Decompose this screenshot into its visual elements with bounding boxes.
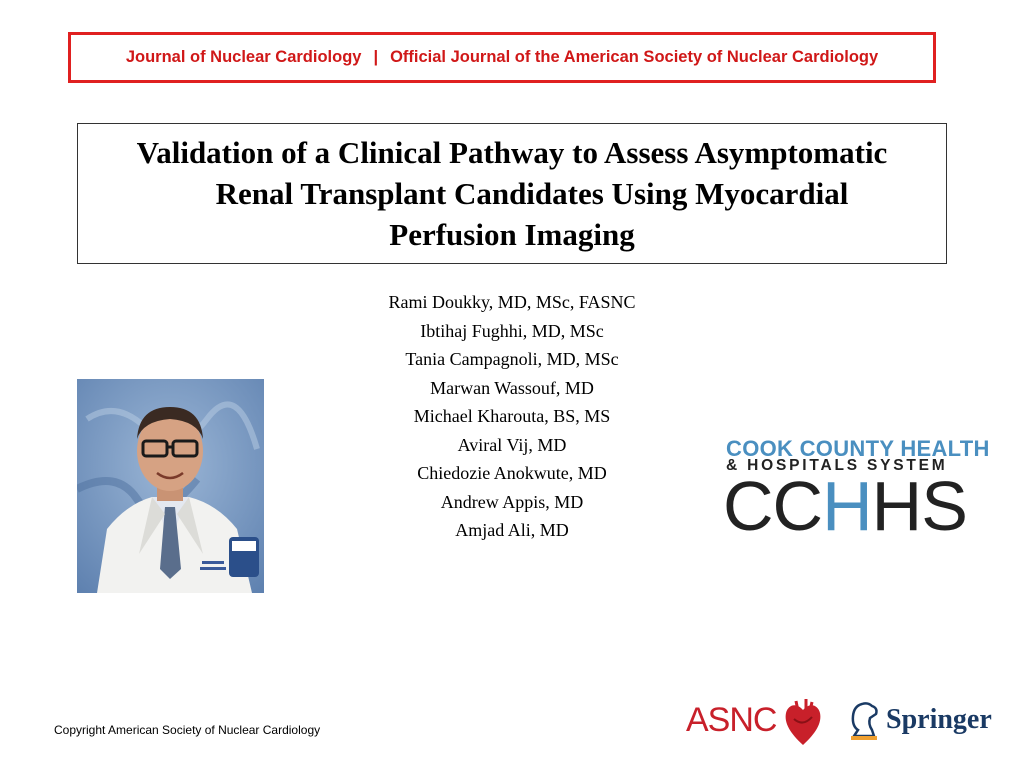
author: Aviral Vij, MD [457,434,567,455]
title-line-3: Perfusion Imaging [389,217,635,252]
author-portrait-illustration [77,379,264,593]
slide-title [137,132,888,255]
author-list [312,288,712,545]
springer-logo [846,700,994,744]
author: Andrew Appis, MD [440,491,584,512]
chess-knight-icon [846,700,882,742]
cchhs-logo-mark [723,466,967,546]
asnc-logo [686,695,826,749]
author: Marwan Wassouf, MD [430,377,594,398]
journal-name: Journal of Nuclear Cardiology [125,48,362,66]
cchhs-logo-mark-hs: HS [871,467,967,545]
author: Rami Doukky, MD, MSc, FASNC [388,292,636,312]
copyright-notice: Copyright American Society of Nuclear Cardiology [54,723,321,737]
author-photo [77,379,264,593]
springer-logo-text: Springer [886,704,992,735]
title-box [77,123,947,264]
heart-icon [782,697,824,747]
cchhs-logo [723,434,990,545]
banner-separator: | [373,48,379,66]
asnc-logo-text: ASNC [686,701,777,739]
title-line-1: Validation of a Clinical Pathway to Assess Asymptomatic [136,135,888,170]
journal-banner [68,32,936,83]
author: Tania Campagnoli, MD, MSc [405,349,619,369]
author: Michael Kharouta, BS, MS [413,406,611,426]
cchhs-logo-mark-cc: CC [723,467,823,545]
journal-subtitle: Official Journal of the American Society of Nuclear Cardiology [390,48,879,66]
cchhs-logo-line2: & HOSPITALS SYSTEM [726,457,948,474]
author: Ibtihaj Fughhi, MD, MSc [420,320,604,341]
author: Chiedozie Anokwute, MD [417,463,607,483]
author: Amjad Ali, MD [455,520,569,540]
cchhs-logo-mark-h: H [822,467,872,545]
cchhs-logo-line1: COOK COUNTY HEALTH [726,436,990,461]
title-line-2: Renal Transplant Candidates Using Myocardial [215,176,849,211]
